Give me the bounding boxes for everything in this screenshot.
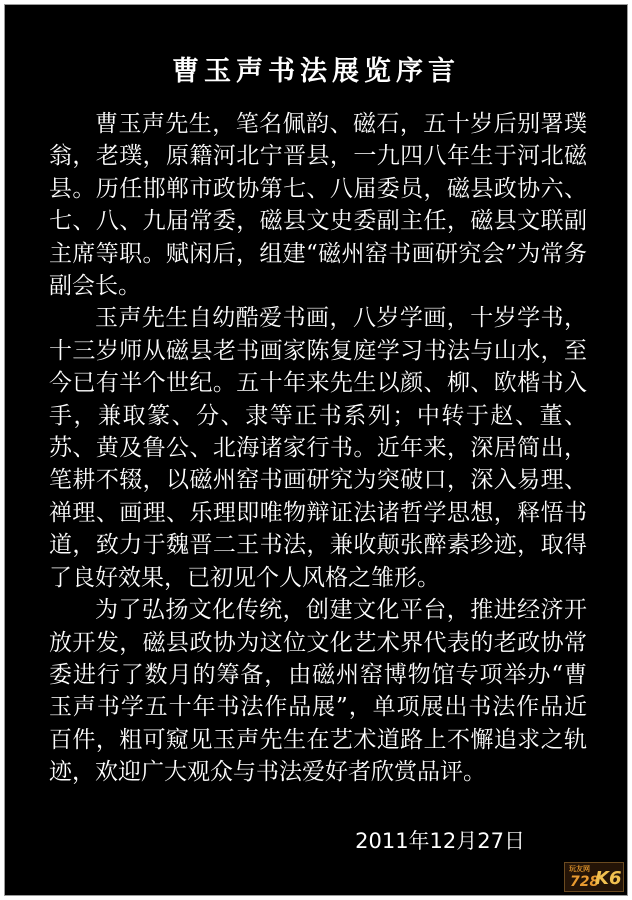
document-panel [4, 4, 628, 896]
site-watermark-logo [564, 862, 624, 892]
watermark-site-name: 玩友网 [569, 865, 590, 873]
document-title: 曹玉声书法展览序言 [172, 56, 460, 87]
document-date: 2011年12月27日 [355, 829, 525, 853]
watermark-number: 728 [570, 874, 600, 890]
watermark-brand: K6 [595, 868, 622, 889]
paragraph-calligraphy-study: 玉声先生自幼酷爱书画，八岁学画，十岁学书，十三岁师从磁县老书画家陈复庭学习书法与山水，至今已有半个世纪。五十年来先生以颜、柳、欧楷书入手，兼取篆、分、隶等正书系列；中转于赵、董、苏、黄及鲁公、北海诸家行书。近年来，深居简出，笔耕不辍，以磁州窑书画研究为突破口，深入易理、禅理、画理、乐理即唯物辩证法诸哲学思想，释悟书道，致力于魏晋二王书法，兼收颠张醉素珍迹，取得了良好效果，已初见个人风格之雏形。 [49, 305, 587, 591]
document-body [49, 108, 587, 789]
paragraph-biography: 曹玉声先生，笔名佩韵、磁石，五十岁后别署璞翁，老璞，原籍河北宁晋县，一九四八年生于河北磁县。历任邯郸市政协第七、八届委员，磁县政协六、七、八、九届常委，磁县文史委副主任，磁县文联副主席等职。赋闲后，组建“磁州窑书画研究会”为常务副会长。 [49, 111, 587, 300]
paragraph-exhibition: 为了弘扬文化传统，创建文化平台，推进经济开放开发，磁县政协为这位文化艺术界代表的老政协常委进行了数月的筹备，由磁州窑博物馆专项举办“曹玉声书学五十年书法作品展”，单项展出书法作品近百件，粗可窥见玉声先生在艺术道路上不懈追求之轨迹，欢迎广大观众与书法爱好者欣赏品评。 [49, 597, 587, 786]
